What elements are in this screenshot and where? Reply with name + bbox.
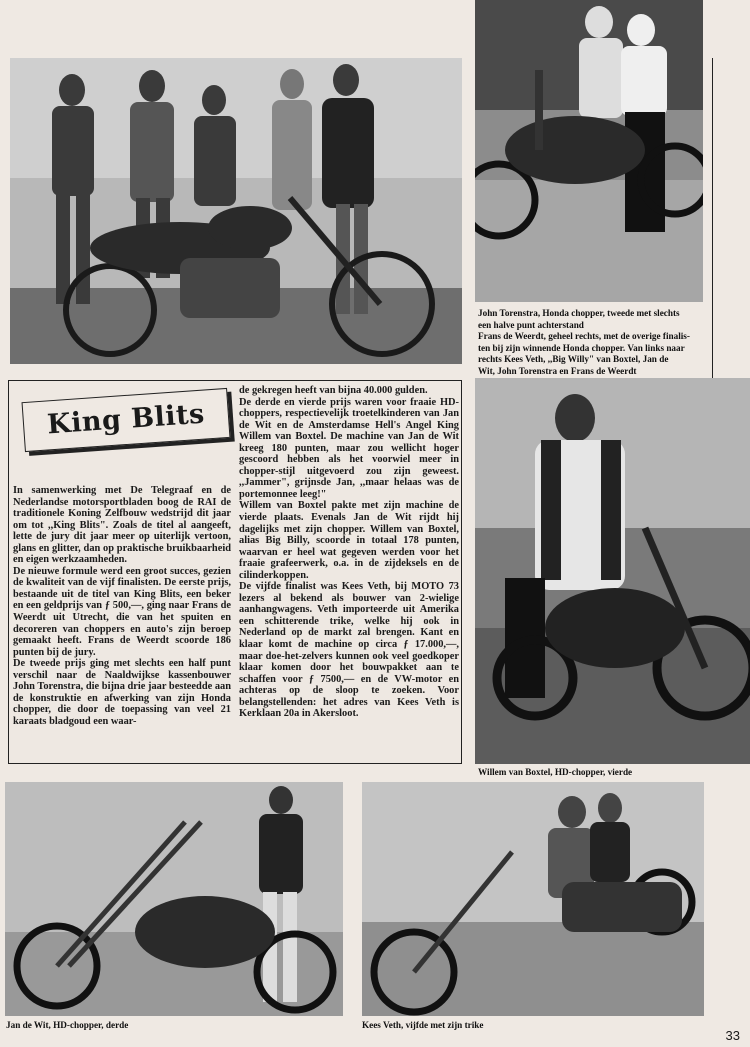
- group-caption-line-4: Wit, John Torenstra en Frans de Weerdt: [478, 365, 637, 376]
- article-column-1: [13, 485, 231, 727]
- group-caption-line-1: Frans de Weerdt, geheel rechts, met de overige finalis-: [478, 331, 690, 342]
- honda-caption-line-1: John Torenstra, Honda chopper, tweede met slechts: [478, 308, 680, 318]
- group-caption-line-3: rechts Kees Veth, ,,Big Willy" van Boxtel, Jan de: [478, 354, 669, 365]
- article-paragraph: De vijfde finalist was Kees Veth, bij MOTO 73 lezers al bekend als bouwer van 2-wielige aanhangwagens. Veth importeerde uit Amerika een schitterende trike, welke hij ook in Nederland op de markt zal brengen. Kant en klaar komt de machine op circa ƒ 17.000,—, maar doe-het-zelvers kunnen ook veel goedkoper klaar komen door het bouwpakket aan te schaffen voor ƒ 7500,— en de VW-motor en achteras op de sloop te zoeken. Voor belangstellenden: het adres van Kees Veth is Kerklaan 20a in Akersloot.: [239, 581, 459, 720]
- article-paragraph: De nieuwe formule werd een groot succes, gezien de kwaliteit van de vijf finalisten. De eerste prijs, bestaande uit de titel van King Blits, een beker en een geldprijs van ƒ 500,—, ging naar Frans de Weerdt uit Utrecht, die van het spuiten en decoreren van choppers en auto's zijn beroep gemaakt heeft. Frans de Weerdt scoorde 186 punten bij de jury.: [13, 565, 231, 658]
- article-paragraph: Willem van Boxtel pakte met zijn machine de vierde plaats. Evenals Jan de Wit rijdt hij dagelijks met zijn chopper. Willem van Boxtel, alias Big Billy, scoorde in totaal 178 punten, waarvan er heel wat gegeven werden voor het fraaie grafeerwerk, o.a. in de zijdeksels en de cilinderkoppen.: [239, 500, 459, 581]
- article-column-2: [239, 385, 459, 720]
- article-paragraph: De derde en vierde prijs waren voor fraaie HD-choppers, respectievelijk troetelkinderen van Jan de Wit en de Amsterdamse Hell's Angel King Willem van Boxtel. De machine van Jan de Wit kreeg 180 punten, maar zou wellicht hoger gescoord hebben als het voorwiel meer in chopper-stijl uitgevoerd zou zijn geweest. ,,Jammer", grijnsde Jan, ,,maar helaas was de portemonnee leeg!": [239, 396, 459, 500]
- trike-caption: Kees Veth, vijfde met zijn trike: [362, 1020, 484, 1030]
- vierde-caption: Willem van Boxtel, HD-chopper, vierde: [478, 767, 633, 777]
- article-box: [8, 380, 462, 764]
- hd-chopper-derde-photo: [5, 782, 343, 1016]
- honda-chopper-photo: [475, 0, 703, 302]
- honda-caption-line-2: een halve punt achterstand: [478, 319, 584, 330]
- headline-box: [22, 388, 231, 452]
- article-paragraph: De tweede prijs ging met slechts een half punt verschil naar de Naaldwijkse kassenbouwer John Torenstra, die bijna drie jaar besteedde aan de konstruktie en afwerking van zijn Honda chopper, die door de toepassing van veel 21 karaats bladgoud een waar-: [13, 658, 231, 727]
- group-caption-line-2: ten bij zijn winnende Honda chopper. Van links naar: [478, 342, 685, 353]
- page-number: 33: [725, 1028, 740, 1043]
- derde-caption: Jan de Wit, HD-chopper, derde: [6, 1020, 129, 1030]
- group-photo: [10, 58, 462, 364]
- honda-caption: [478, 308, 712, 378]
- article-paragraph: de gekregen heeft van bijna 40.000 gulden.: [239, 385, 428, 396]
- trike-photo: [362, 782, 704, 1016]
- headline: King Blits: [46, 398, 206, 441]
- article-paragraph: In samenwerking met De Telegraaf en de Nederlandse motorsportbladen boog de RAI de traditionele Koning Zelfbouw wedstrijd dit jaar om tot ,,King Blits". Zoals de titel al aangeeft, lette de jury dit jaar meer op uiterlijk vertoon, glans en glitter, dan op praktische bruikbaarheid en eigen werkzaamheden.: [13, 485, 231, 566]
- hd-chopper-vierde-photo: [475, 378, 750, 764]
